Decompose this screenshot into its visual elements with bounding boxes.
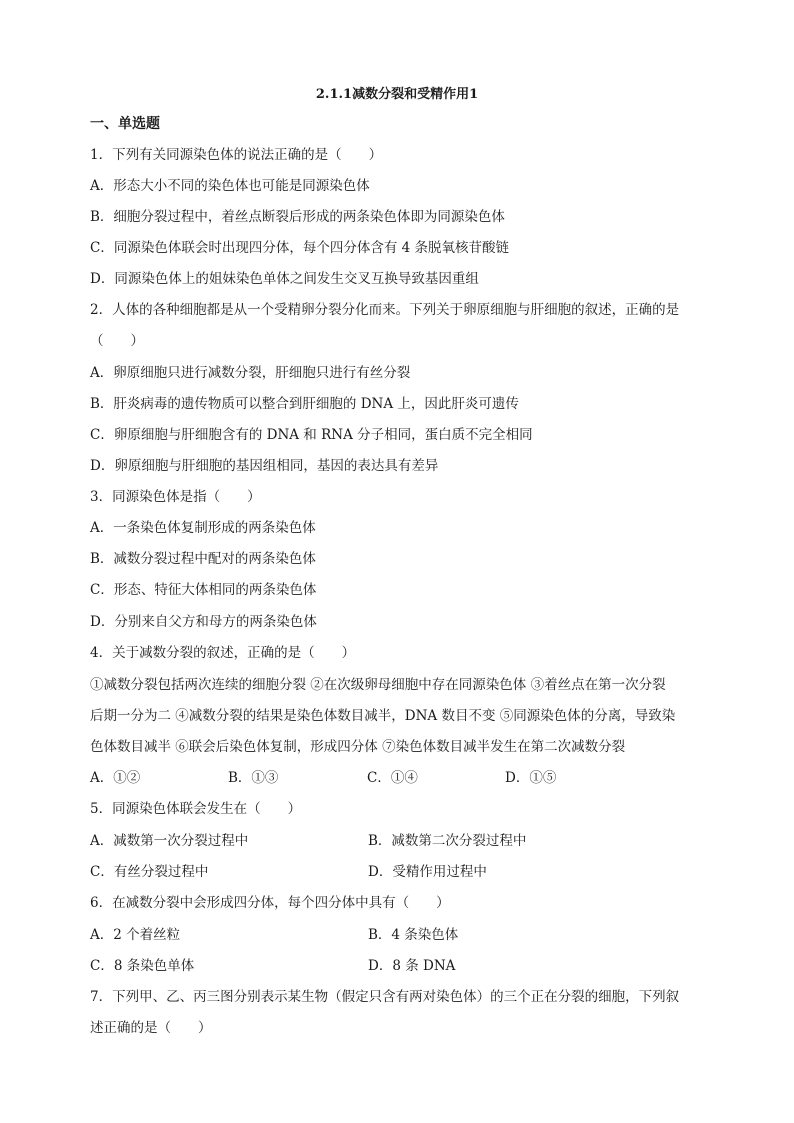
- question-2-option-a: A．卵原细胞只进行减数分裂，肝细胞只进行有丝分裂: [90, 365, 411, 381]
- question-1-option-b: B．细胞分裂过程中，着丝点断裂后形成的两条染色体即为同源染色体: [90, 209, 505, 225]
- question-3-option-a: A．一条染色体复制形成的两条染色体: [90, 520, 316, 536]
- question-7-stem: 7．下列甲、乙、丙三图分别表示某生物（假定只含有两对染色体）的三个正在分裂的细胞，下列叙: [90, 989, 680, 1005]
- question-2-stem: 2．人体的各种细胞都是从一个受精卵分裂分化而来。下列关于卵原细胞与肝细胞的叙述，正确的是: [90, 302, 680, 318]
- question-4-option-c: C．①④: [367, 770, 418, 786]
- question-3-option-d: D．分别来自父方和母方的两条染色体: [90, 614, 317, 630]
- question-1-stem: 1．下列有关同源染色体的说法正确的是（ ）: [90, 147, 383, 163]
- question-2-option-d: D．卵原细胞与肝细胞的基因组相同，基因的表达具有差异: [90, 458, 439, 474]
- question-2-option-b: B．肝炎病毒的遗传物质可以整合到肝细胞的 DNA 上，因此肝炎可遗传: [90, 396, 519, 412]
- question-4-option-b: B．①③: [228, 770, 279, 786]
- question-5-option-b: B．减数第二次分裂过程中: [368, 833, 527, 849]
- question-1-option-a: A．形态大小不同的染色体也可能是同源染色体: [90, 178, 370, 194]
- question-5-option-a: A．减数第一次分裂过程中: [90, 833, 249, 849]
- question-5-stem: 5．同源染色体联会发生在（ ）: [90, 801, 302, 817]
- question-6-option-b: B．4 条染色体: [368, 927, 459, 943]
- question-6-option-a: A．2 个着丝粒: [90, 927, 181, 943]
- document-title: 2.1.1减数分裂和受精作用1: [315, 87, 479, 102]
- question-2-option-c: C．卵原细胞与肝细胞含有的 DNA 和 RNA 分子相同，蛋白质不完全相同: [90, 427, 533, 443]
- question-1-option-c: C．同源染色体联会时出现四分体，每个四分体含有 4 条脱氧核苷酸链: [90, 240, 510, 256]
- question-6-option-c: C．8 条染色单体: [90, 958, 195, 974]
- question-4-option-d: D．①⑤: [505, 770, 557, 786]
- question-4-statements-line-3: 色体数目减半 ⑥联会后染色体复制，形成四分体 ⑦染色体数目减半发生在第二次减数分裂: [90, 739, 626, 755]
- question-6-option-d: D．8 条 DNA: [368, 958, 456, 974]
- question-5-option-c: C．有丝分裂过程中: [90, 864, 209, 880]
- question-3-stem: 3．同源染色体是指（ ）: [90, 489, 261, 505]
- question-3-option-c: C．形态、特征大体相同的两条染色体: [90, 582, 317, 598]
- section-heading: 一、单选题: [90, 116, 160, 132]
- question-2-stem-cont: （ ）: [90, 333, 144, 349]
- question-5-option-d: D．受精作用过程中: [368, 864, 487, 880]
- question-4-statements-line-1: ①减数分裂包括两次连续的细胞分裂 ②在次级卵母细胞中存在同源染色体 ③着丝点在第一次分裂: [90, 677, 666, 693]
- question-4-option-a: A．①②: [90, 770, 141, 786]
- question-7-stem-cont: 述正确的是（ ）: [90, 1020, 212, 1036]
- question-4-stem: 4．关于减数分裂的叙述，正确的是（ ）: [90, 645, 356, 661]
- question-3-option-b: B．减数分裂过程中配对的两条染色体: [90, 551, 316, 567]
- question-1-option-d: D．同源染色体上的姐妹染色单体之间发生交叉互换导致基因重组: [90, 271, 479, 287]
- question-4-statements-line-2: 后期一分为二 ④减数分裂的结果是染色体数目减半，DNA 数目不变 ⑤同源染色体的分离，导致染: [90, 708, 676, 724]
- question-6-stem: 6．在减数分裂中会形成四分体，每个四分体中具有（ ）: [90, 895, 450, 911]
